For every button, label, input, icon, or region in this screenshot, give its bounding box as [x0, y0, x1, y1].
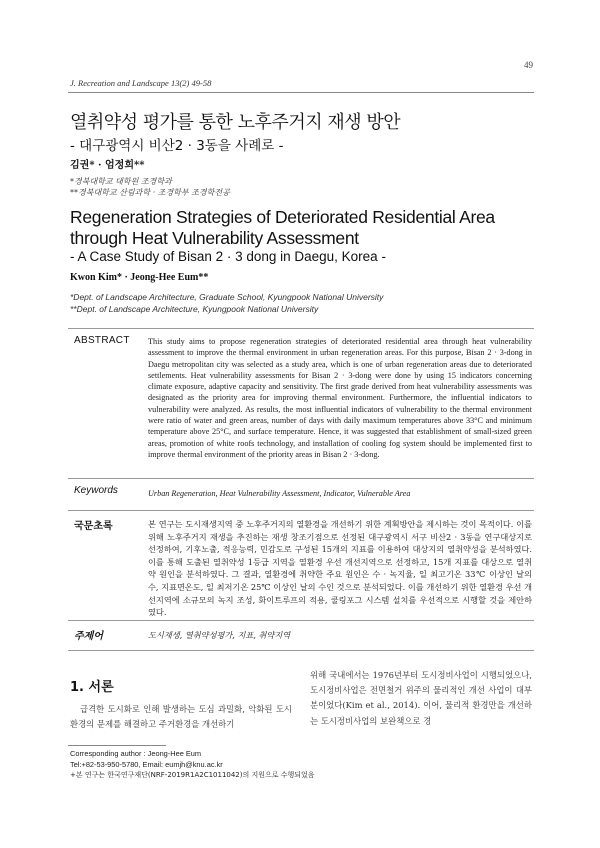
body-paragraph: 급격한 도시화로 인해 발생하는 도심 과밀화, 악화된 도시환경의 문제를 해결하고 주거환경을 개선하기 — [70, 704, 292, 730]
contact-info: Tel:+82-53-950-5780, Email: eumjh@knu.ac.kr — [70, 759, 223, 769]
body-column-left — [70, 702, 292, 732]
korean-keywords-bottom-divider — [68, 650, 534, 651]
korean-subtitle: - 대구광역시 비산2 · 3동을 사례로 - — [70, 138, 284, 154]
abstract-text: This study aims to propose regeneration strategies of deteriorated residential area through heat vulnerability assessment to improve the thermal environment in urban regeneration areas. For this purpose, Bisan 2 · 3-dong in Daegu metropolitan city was selected as a study area, which is one of urban regeneration areas due to deteriorated settlements. Heat vulnerability assessments for Bisan 2 · 3-dong were done by using 15 indicators concerning climate exposure, adaptive capacity and sensitivity. The first grade derived from heat vulnerability assessments was designated as the priority area for improving thermal environment. Furthermore, the influential indicators to vulnerability were analyzed. As results, the most influential indicators of vulnerability to the thermal environment were ratio of water and green areas, number of days with daily maximum temperatures above 33°C and minimum temperature above 25°C, and surface temperature. Hence, it was suggested that establishment of small-sized green areas, promotion of white roofs technology, and installation of cooling fog system should be implemented first to improve thermal environment of the priority areas in Bisan 2 · 3-dong. — [148, 337, 532, 459]
footnotes — [70, 749, 315, 781]
korean-affiliations — [70, 176, 230, 198]
english-title: Regeneration Strategies of Deteriorated Residential Area through Heat Vulnerability Assessment — [70, 207, 495, 248]
english-affiliation-2: **Dept. of Landscape Architecture, Kyungpook National University — [70, 303, 319, 314]
header-divider — [68, 92, 534, 93]
korean-keywords-label: 주제어 — [74, 631, 103, 642]
section-heading: 1. 서론 — [70, 680, 114, 695]
korean-keywords-text: 도시재생, 열취약성평가, 지표, 취약지역 — [148, 630, 291, 640]
funding-note: +본 연구는 한국연구재단(NRF-2019R1A2C1011042)의 지원으로 수행되었음 — [70, 771, 315, 779]
korean-affiliation-2: **경북대학교 산림과학 · 조경학부 조경학전공 — [70, 188, 230, 197]
body-column-right — [310, 668, 532, 729]
footnote-divider — [68, 745, 166, 746]
korean-title: 열취약성 평가를 통한 노후주거지 재생 방안 — [70, 112, 401, 133]
body-paragraph: 위해 국내에서는 1976년부터 도시정비사업이 시행되었으나, 도시정비사업은 전면철거 위주의 물리적인 개선 사업이 대부분이었다(Kim et al., 2014). 이어, 물리적 환경만을 개선하는 도시정비사업의 보완책으로 경 — [310, 670, 532, 726]
corresponding-author: Corresponding author : Jeong-Hee Eum — [70, 749, 202, 758]
english-authors: Kwon Kim* · Jeong-Hee Eum** — [70, 272, 209, 283]
journal-reference: J. Recreation and Landscape 13(2) 49-58 — [70, 78, 212, 88]
korean-abstract-label: 국문초록 — [74, 521, 113, 532]
english-subtitle: - A Case Study of Bisan 2 · 3 dong in Daegu, Korea - — [70, 249, 386, 264]
keywords-label: Keywords — [74, 485, 118, 496]
keywords-top-divider — [68, 478, 534, 479]
korean-keywords-top-divider — [68, 620, 534, 621]
english-affiliation-1: *Dept. of Landscape Architecture, Graduate School, Kyungpook National University — [70, 292, 384, 302]
korean-authors: 김권* · 엄정희** — [70, 160, 145, 171]
page-number: 49 — [524, 60, 533, 70]
keywords-text: Urban Regeneration, Heat Vulnerability Assessment, Indicator, Vulnerable Area — [148, 489, 411, 498]
abstract-top-divider — [68, 328, 534, 329]
abstract-label: ABSTRACT — [74, 335, 130, 346]
english-affiliations — [70, 292, 383, 315]
korean-affiliation-1: *경북대학교 대학원 조경학과 — [70, 177, 172, 186]
korean-abstract-top-divider — [68, 510, 534, 511]
korean-abstract-text: 본 연구는 도시재생지역 중 노후주거지의 열환경을 개선하기 위한 계획방안을 제시하는 것이 목적이다. 이를 위해 노후주거지 재생을 추진하는 재생 창조기점으로 선정된 대구광역시 서구 비산2 · 3동을 연구대상지로 선정하여, 기후노출, 적응능력, 민감도로 구성된 15개의 지표를 이용하여 대상지의 열취약성을 분석하였다. 이를 통해 도출된 열취약성 1등급 지역을 열환경 우선 개선지역으로 선정하고, 15개 지표를 대상으로 열취약 원인을 분석하였다. 그 결과, 열환경에 취약한 주요 원인은 수 · 녹지율, 일 최고기온 33℃ 이상인 날의 수, 지표면온도, 일 최저기온 25℃ 이상인 날의 수인 것으로 분석되었다. 이를 개선하기 위한 열환경 우선 개선지역에 소규모의 녹지 조성, 화이트루프의 적용, 쿨링포그 시스템 설치를 우선적으로 시행할 것을 제안하였다. — [148, 519, 532, 618]
